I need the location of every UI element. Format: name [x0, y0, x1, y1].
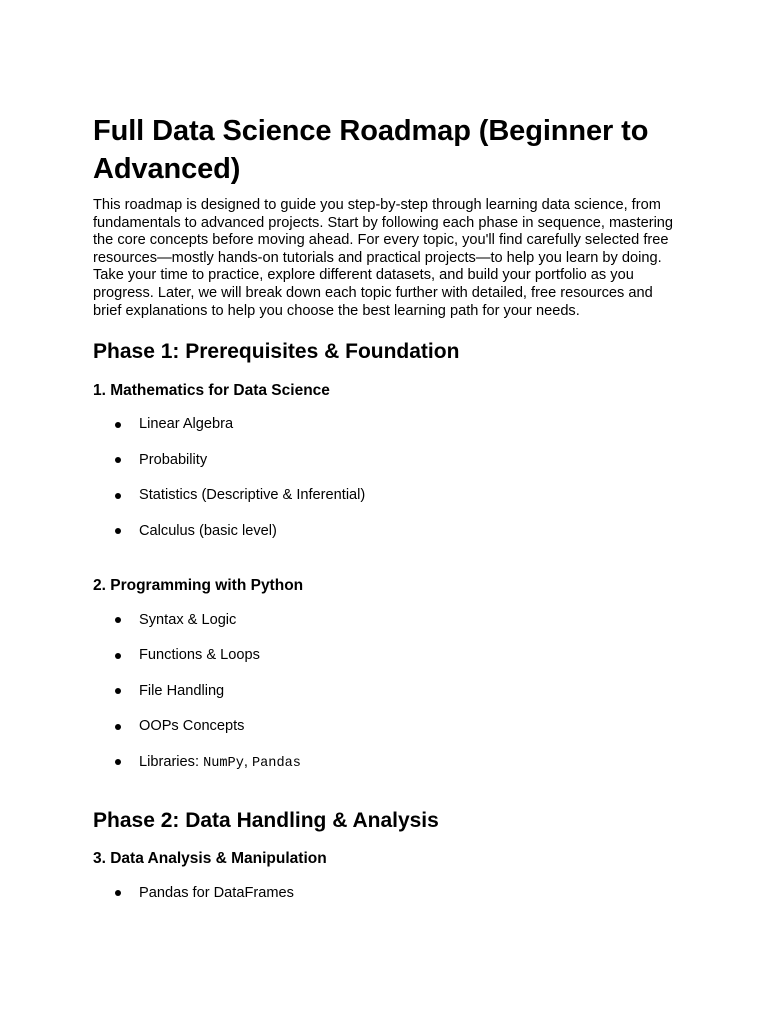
programming-list: [93, 611, 683, 771]
bullet-icon: [115, 688, 121, 694]
section-data-analysis-heading: 3. Data Analysis & Manipulation: [93, 849, 327, 867]
list-item: [93, 415, 683, 433]
document-title: Full Data Science Roadmap (Beginner to Advanced): [93, 115, 649, 185]
data-analysis-list: [93, 884, 683, 902]
library-pandas: Pandas: [251, 755, 301, 771]
list-item-text: Pandas for DataFrames: [139, 884, 294, 901]
bullet-icon: [115, 759, 121, 765]
bullet-icon: [115, 422, 121, 428]
library-numpy: NumPy: [203, 755, 244, 771]
bullet-icon: [115, 890, 121, 896]
list-item: [93, 717, 683, 735]
list-item-text: Statistics (Descriptive & Inferential): [139, 487, 366, 504]
list-item-text: Calculus (basic level): [139, 522, 277, 539]
list-item-text: Probability: [139, 451, 208, 468]
list-item: [93, 646, 683, 664]
section-programming-heading: 2. Programming with Python: [93, 576, 304, 594]
list-item: [93, 486, 683, 504]
list-item-text: OOPs Concepts: [139, 718, 245, 735]
list-item: [93, 522, 683, 540]
document-page: [93, 112, 683, 902]
list-item: [93, 884, 683, 902]
bullet-icon: [115, 724, 121, 730]
phase-2-heading: Phase 2: Data Handling & Analysis: [93, 808, 439, 832]
bullet-icon: [115, 617, 121, 623]
list-item: [93, 451, 683, 469]
intro-paragraph: This roadmap is designed to guide you step-by-step through learning data science, from fundamentals to advanced projects. Start by following each phase in sequence, mastering the core concepts before moving ahead. For every topic, you'll find carefully selected free resources—mostly hands-on tutorials and practical projects—to help you learn by doing. Take your time to practice, explore different datasets, and build your portfolio as you progress. Later, we will break down each topic further with detailed, free resources and brief explanations to help you choose the best learning path for your needs.: [93, 197, 674, 319]
list-item: [93, 753, 683, 771]
bullet-icon: [115, 457, 121, 463]
list-item-text: File Handling: [139, 682, 225, 699]
mathematics-list: [93, 415, 683, 540]
list-item: [93, 682, 683, 700]
section-mathematics-heading: 1. Mathematics for Data Science: [93, 382, 330, 400]
list-item: [93, 611, 683, 629]
list-item-text: Linear Algebra: [139, 416, 234, 433]
list-item-text: Functions & Loops: [139, 647, 260, 664]
bullet-icon: [115, 653, 121, 659]
phase-1-heading: Phase 1: Prerequisites & Foundation: [93, 340, 460, 364]
bullet-icon: [115, 493, 121, 499]
list-item-text: Syntax & Logic: [139, 611, 237, 628]
bullet-icon: [115, 528, 121, 534]
libraries-separator: ,: [243, 753, 252, 770]
libraries-prefix: Libraries:: [139, 753, 204, 770]
